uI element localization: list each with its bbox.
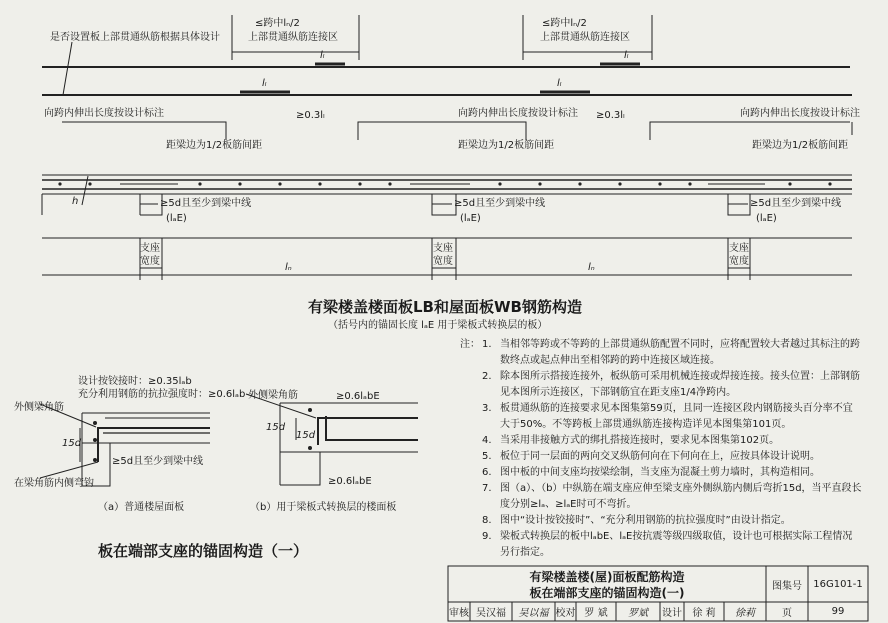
note-number: 4. <box>482 435 492 446</box>
label-h: h <box>72 196 79 207</box>
label-setting: 是否设置板上部贯通纵筋根据具体设计 <box>50 32 220 43</box>
detail-a-outer-corner: 外侧梁角筋 <box>14 402 64 413</box>
label-support-3b: 宽度 <box>729 256 749 267</box>
tb-check-sign: 罗斌 <box>628 608 648 619</box>
tb-design-sign: 徐莉 <box>735 608 755 619</box>
note-item <box>482 337 862 369</box>
detail-b-caption: （b）用于梁板式转换层的楼面板 <box>250 502 397 513</box>
tb-review-sign: 吴以福 <box>518 608 549 619</box>
main-title: 有梁楼盖楼面板LB和屋面板WB钢筋构造 <box>308 298 582 316</box>
label-gap-1: ≥0.3lₗ <box>296 110 325 121</box>
section-title: 板在端部支座的锚固构造（一） <box>98 542 309 560</box>
detail-a-label-2: 充分利用钢筋的抗拉强度时：≥0.6lₐb <box>78 389 246 400</box>
label-support-1a: 支座 <box>140 243 160 254</box>
detail-a-caption: （a）普通楼屋面板 <box>98 502 185 513</box>
detail-a-beam <box>82 413 210 486</box>
note-number: 1. <box>482 339 492 350</box>
note-text: 当相邻等跨或不等跨的上部贯通纵筋配置不同时，应将配置较大者越过其标注的跨数终点或起点伸出至相邻跨的跨中连接区域连接。 <box>500 339 860 366</box>
note-number: 5. <box>482 451 492 462</box>
note-item <box>482 481 862 513</box>
notes-label: 注： <box>460 339 480 350</box>
label-lae-2: (lₐE) <box>460 213 481 224</box>
tb-atlas-no: 16G101-1 <box>813 578 863 590</box>
note-text: 板贯通纵筋的连接要求见本图集第59页，且同一连接区段内钢筋接头百分率不宜大于50%。不等跨板上部贯通纵筋连接构造详见本图集第101页。 <box>500 403 853 430</box>
main-subtitle: （括号内的锚固长度 lₐE 用于梁板式转换层的板） <box>328 320 548 331</box>
label-support-2a: 支座 <box>433 243 453 254</box>
label-dist-2: 距梁边为1/2板筋间距 <box>458 140 555 151</box>
note-text: 图中“设计按铰接时”、“充分利用钢筋的抗拉强度时”由设计指定。 <box>500 515 791 526</box>
label-support-1b: 宽度 <box>140 256 160 267</box>
note-number: 7. <box>482 483 492 494</box>
detail-b-beam <box>280 403 418 485</box>
label-ln-2: lₙ <box>588 262 595 273</box>
detail-a-15d: 15d <box>62 438 82 449</box>
tb-review-name: 吴汉福 <box>476 608 506 619</box>
tb-check-label: 校对 <box>555 608 576 619</box>
label-ln-1: lₙ <box>285 262 292 273</box>
note-number: 2. <box>482 371 492 382</box>
note-text: 板位于同一层面的两向交叉纵筋何向在下何向在上，应按具体设计说明。 <box>500 451 820 462</box>
tb-page-no: 99 <box>831 606 845 617</box>
note-number: 3. <box>482 403 492 414</box>
detail-b-15d-2: 15d <box>296 430 316 441</box>
tb-title-2: 板在端部支座的锚固构造(一) <box>529 585 685 600</box>
tb-review-label: 审核 <box>449 608 469 619</box>
note-item <box>482 369 862 401</box>
detail-b-top: ≥0.6lₐbE <box>336 391 380 402</box>
note-item <box>482 433 862 449</box>
notes-list <box>482 337 862 561</box>
label-anchor-3: ≥5d且至少到梁中线 <box>750 198 842 209</box>
lap-length-3: lₗ <box>262 78 267 89</box>
note-text: 图中板的中间支座均按梁绘制，当支座为混凝土剪力墙时，其构造相同。 <box>500 467 820 478</box>
note-item <box>482 513 862 529</box>
label-lae-1: (lₐE) <box>166 213 187 224</box>
label-support-3a: 支座 <box>729 243 749 254</box>
tb-page-label: 页 <box>782 608 792 619</box>
detail-b-rebar-bot <box>326 416 418 440</box>
note-text: 当采用非接触方式的绑扎搭接连接时，要求见本图集第102页。 <box>500 435 780 446</box>
label-anchor-2: ≥5d且至少到梁中线 <box>454 198 546 209</box>
label-extend-1: 向跨内伸出长度按设计标注 <box>44 108 164 119</box>
note-number: 8. <box>482 515 492 526</box>
tb-check-name: 罗 斌 <box>584 608 608 619</box>
detail-a-label-1: 设计按铰接时：≥0.35lₐb <box>78 376 192 387</box>
label-gap-2: ≥0.3lₗ <box>596 110 625 121</box>
label-support-2b: 宽度 <box>433 256 453 267</box>
label-midspan-left: ≤跨中lₙ/2 <box>255 18 300 29</box>
note-text: 除本图所示搭接连接外，板纵筋可采用机械连接或焊接连接。接头位置：上部钢筋见本图所示连接区，下部钢筋宜在距支座1/4净跨内。 <box>500 371 860 398</box>
note-text: 梁板式转换层的板中lₐbE、lₐE按抗震等级四级取值，设计也可根据实际工程情况另行指定。 <box>500 531 853 558</box>
label-midspan-right: ≤跨中lₙ/2 <box>542 18 587 29</box>
detail-a-inner-corner: 在梁角筋内侧弯钩 <box>14 478 94 489</box>
tb-atlas-label: 图集号 <box>772 580 802 592</box>
detail-b-bottom: ≥0.6lₐbE <box>328 476 372 487</box>
lap-length-1: lₗ <box>320 50 325 61</box>
note-number: 6. <box>482 467 492 478</box>
note-item <box>482 465 862 481</box>
label-lae-3: (lₐE) <box>756 213 777 224</box>
tb-design-name: 徐 莉 <box>692 608 716 619</box>
label-dist-1: 距梁边为1/2板筋间距 <box>166 140 263 151</box>
note-number: 9. <box>482 531 492 542</box>
detail-a-anchor: ≥5d且至少到梁中线 <box>112 456 204 467</box>
label-splice-right: 上部贯通纵筋连接区 <box>540 32 630 43</box>
tb-design-label: 设计 <box>662 608 682 619</box>
tb-title-1: 有梁楼盖楼(屋)面板配筋构造 <box>529 569 685 584</box>
lap-length-4: lₗ <box>557 78 562 89</box>
note-text: 图（a）、（b）中纵筋在端支座应伸至梁支座外侧纵筋内侧后弯折15d，当平直段长度分别≥lₐ、≥lₐE时可不弯折。 <box>500 483 862 510</box>
label-anchor-1: ≥5d且至少到梁中线 <box>160 198 252 209</box>
label-extend-2: 向跨内伸出长度按设计标注 <box>458 108 578 119</box>
lap-length-2: lₗ <box>624 50 629 61</box>
label-splice-left: 上部贯通纵筋连接区 <box>248 32 338 43</box>
note-item <box>482 449 862 465</box>
label-dist-3: 距梁边为1/2板筋间距 <box>752 140 849 151</box>
label-extend-3: 向跨内伸出长度按设计标注 <box>740 108 860 119</box>
detail-b-outer-corner: 外侧梁角筋 <box>248 390 298 401</box>
detail-b-15d-1: 15d <box>266 422 286 433</box>
note-item <box>482 529 862 561</box>
note-item <box>482 401 862 433</box>
